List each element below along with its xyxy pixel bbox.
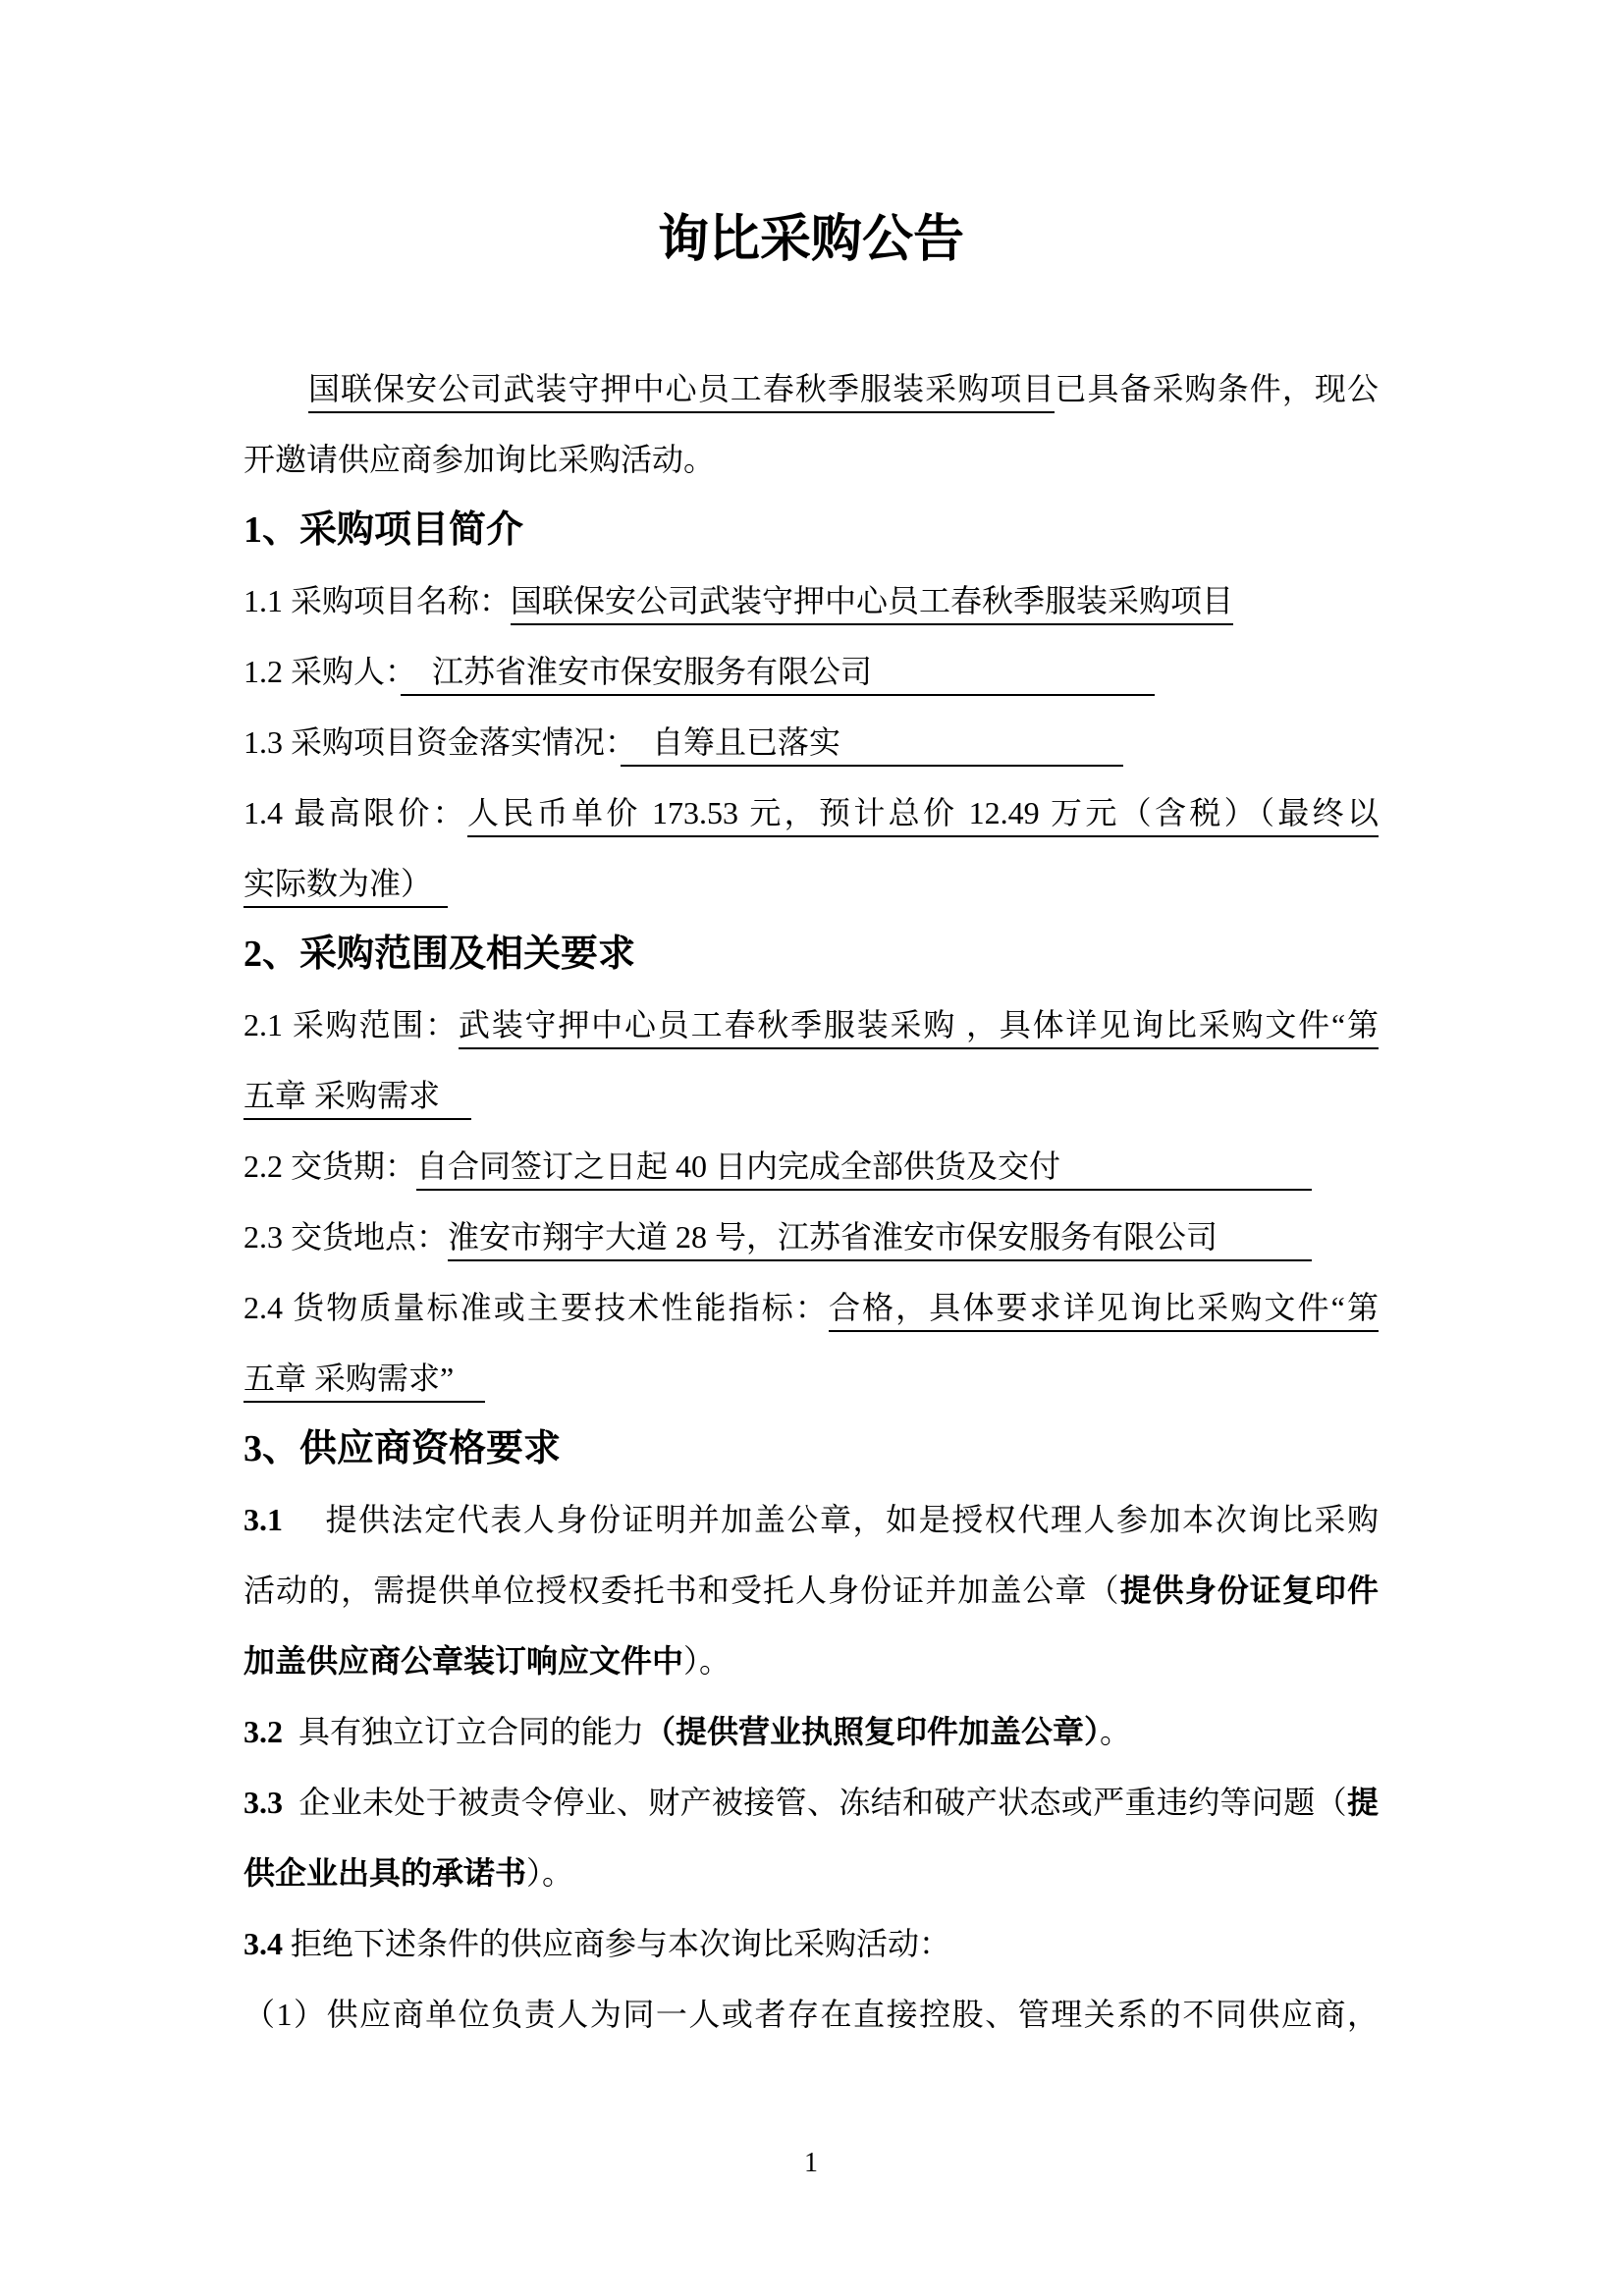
item-3-1-bold-line-2: 提供身份证复印件	[1119, 1573, 1379, 1608]
item-3-3-bold-line-2: 供企业出具的承诺书	[244, 1855, 527, 1891]
item-1-4-line-1	[244, 777, 1379, 848]
section-2-heading: 2、采购范围及相关要求	[244, 934, 636, 975]
item-2-3-value: 淮安市翔宇大道 28 号，江苏省淮安市保安服务有限公司	[448, 1219, 1312, 1261]
intro-line-1-rest: 已具备采购条件，现公	[1055, 371, 1379, 406]
item-3-1-line-3	[244, 1626, 1379, 1696]
item-3-1-line-1	[244, 1484, 1379, 1555]
section-1-heading: 1、采购项目简介	[244, 509, 524, 551]
item-2-4-line-2	[244, 1343, 1379, 1414]
item-3-1-rest-line-3: ）。	[683, 1643, 731, 1679]
item-3-1-text-line-1: 提供法定代表人身份证明并加盖公章，如是授权代理人参加本次询比采购	[324, 1502, 1379, 1537]
item-2-4-line-1	[244, 1272, 1379, 1343]
item-1-2-label: 1.2 采购人：	[244, 654, 402, 689]
item-3-1-number: 3.1	[244, 1502, 283, 1537]
item-1-1	[244, 565, 1379, 636]
item-1-2-value: 江苏省淮安市保安服务有限公司	[401, 654, 1155, 696]
item-2-4-value-line-1: 合格，具体要求详见询比采购文件“第	[829, 1290, 1379, 1332]
item-2-1-value-line-1: 武装守押中心员工春秋季服装采购 ，具体详见询比采购文件“第	[459, 1007, 1379, 1049]
item-1-4-line-2	[244, 848, 1379, 919]
item-1-4-value-line-2: 实际数为准）	[244, 866, 448, 908]
item-3-4-number: 3.4	[244, 1926, 283, 1961]
item-3-3-line-1	[244, 1767, 1379, 1838]
item-1-4-label: 1.4 最高限价：	[244, 795, 467, 830]
item-2-1-line-1	[244, 989, 1379, 1060]
item-3-2-rest: 。	[1100, 1714, 1132, 1749]
item-1-1-value: 国联保安公司武装守押中心员工春秋季服装采购项目	[511, 583, 1233, 625]
item-1-2	[244, 636, 1379, 707]
item-3-2-bold: （提供营业执照复印件加盖公章）	[644, 1714, 1101, 1749]
item-2-2-value: 自合同签订之日起 40 日内完成全部供货及交付	[416, 1148, 1312, 1191]
item-3-2-text: 具有独立订立合同的能力	[298, 1714, 645, 1749]
item-2-4-value-line-2: 五章 采购需求”	[244, 1361, 485, 1403]
item-2-1-label: 2.1 采购范围：	[244, 1007, 459, 1042]
doc-title: 询比采购公告	[657, 212, 964, 268]
item-2-2-label: 2.2 交货期：	[244, 1148, 417, 1184]
item-2-3	[244, 1201, 1379, 1272]
item-1-4-value-line-1: 人民币单价 173.53 元，预计总价 12.49 万元（含税）（最终以	[467, 795, 1379, 837]
item-2-4-label: 2.4 货物质量标准或主要技术性能指标：	[244, 1290, 829, 1325]
intro-paragraph-line-1	[244, 353, 1379, 424]
item-3-3-rest-line-2: ）。	[526, 1855, 574, 1891]
item-3-2	[244, 1696, 1379, 1767]
item-2-2	[244, 1131, 1379, 1201]
item-2-3-label: 2.3 交货地点：	[244, 1219, 449, 1255]
item-2-1-line-2	[244, 1060, 1379, 1131]
item-3-4	[244, 1908, 1379, 1979]
item-3-3-text-line-1: 企业未处于被责令停业、财产被接管、冻结和破产状态或严重违约等问题（	[298, 1785, 1347, 1820]
item-1-3	[244, 707, 1379, 777]
intro-project-name-underlined: 国联保安公司武装守押中心员工春秋季服装采购项目	[308, 371, 1055, 413]
item-3-3-line-2	[244, 1838, 1379, 1908]
item-1-1-label: 1.1 采购项目名称：	[244, 583, 512, 618]
item-3-1-text-line-2: 活动的，需提供单位授权委托书和受托人身份证并加盖公章（	[244, 1573, 1120, 1608]
item-3-1-bold-line-3: 加盖供应商公章装订响应文件中	[244, 1643, 684, 1679]
item-3-3-number: 3.3	[244, 1785, 283, 1820]
item-3-2-number: 3.2	[244, 1714, 283, 1749]
item-3-3-bold-line-1: 提	[1346, 1785, 1379, 1820]
item-3-4-text: 拒绝下述条件的供应商参与本次询比采购活动：	[291, 1926, 951, 1961]
item-1-3-label: 1.3 采购项目资金落实情况：	[244, 724, 622, 760]
section-3-heading: 3、供应商资格要求	[244, 1428, 562, 1469]
item-2-1-value-line-2: 五章 采购需求	[244, 1078, 471, 1120]
item-3-1-line-2	[244, 1555, 1379, 1626]
item-3-4-sub-1: （1）供应商单位负责人为同一人或者存在直接控股、管理关系的不同供应商，	[244, 1997, 1379, 2032]
intro-paragraph-line-2: 开邀请供应商参加询比采购活动。	[244, 442, 716, 477]
item-1-3-value: 自筹且已落实	[621, 724, 1123, 767]
footer-page-number: 1	[804, 2148, 818, 2178]
